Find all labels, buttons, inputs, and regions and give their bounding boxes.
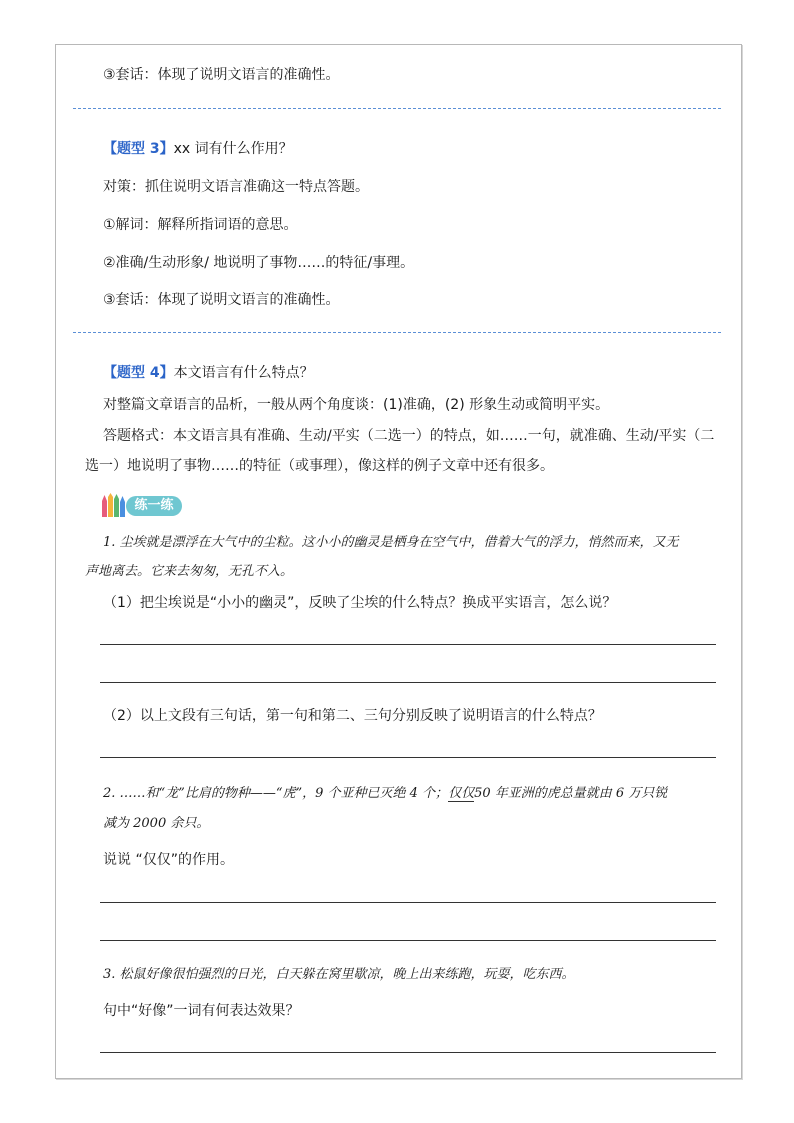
answer-line[interactable] (100, 644, 716, 645)
text-line: 答题格式：本文语言具有准确、生动/平实（二选一）的特点，如……一句，就准确、生动/平实（二 (103, 428, 715, 444)
question-type-tag: 【题型 4】 (103, 365, 174, 381)
question-type-heading (103, 362, 314, 382)
text-line: 对整篇文章语言的品析，一般从两个角度谈：(1)准确，(2) 形象生动或简明平实。 (103, 397, 610, 413)
question-type-title: xx 词有什么作用？ (173, 141, 293, 157)
passage-line: 3. 松鼠好像很怕强烈的日光，白天躲在窝里歇凉，晚上出来练跑，玩耍，吃东西。 (103, 967, 575, 982)
answer-line[interactable] (100, 682, 716, 683)
passage-line: 减为 2000 余只。 (103, 816, 210, 831)
answer-line[interactable] (100, 902, 716, 903)
question-text: 说说 “仅仅”的作用。 (103, 852, 234, 868)
passage-line: 声地离去。它来去匆匆，无孔不入。 (85, 564, 294, 579)
passage-line: 1. 尘埃就是漂浮在大气中的尘粒。这小小的幽灵是栖身在空气中，借着大气的浮力，悄然而来，又无 (103, 535, 679, 550)
answer-line[interactable] (100, 940, 716, 941)
passage-fragment: 2. ……和“龙”比肩的物种——“虎”，9 个亚种已灭绝 4 个； (103, 786, 449, 801)
text-line: 对策：抓住说明文语言准确这一特点答题。 (103, 179, 369, 195)
dashed-separator (73, 332, 721, 333)
question-text: （2）以上文段有三句话，第一句和第二、三句分别反映了说明语言的什么特点？ (103, 708, 602, 724)
question-type-tag: 【题型 3】 (103, 141, 174, 157)
question-type-title: 本文语言有什么特点？ (173, 365, 314, 381)
answer-line[interactable] (100, 757, 716, 758)
dashed-separator (73, 108, 721, 109)
question-type-heading (103, 138, 293, 158)
text-line: ③套话：体现了说明文语言的准确性。 (103, 292, 340, 308)
practice-badge (100, 493, 182, 519)
question-text: 句中“好像”一词有何表达效果？ (103, 1003, 300, 1019)
text-line: 选一）地说明了事物……的特征（或事理），像这样的例子文章中还有很多。 (85, 458, 554, 474)
passage-fragment: 50 年亚洲的虎总量就由 6 万只锐 (474, 786, 668, 801)
underlined-word: 仅仅 (448, 786, 475, 801)
passage-line (103, 782, 667, 801)
question-text: （1）把尘埃说是“小小的幽灵”，反映了尘埃的什么特点？换成平实语言，怎么说？ (103, 595, 617, 611)
text-line: ②准确/生动形象/ 地说明了事物……的特征/事理。 (103, 255, 415, 271)
text-line: ①解词：解释所指词语的意思。 (103, 217, 298, 233)
practice-badge-label: 练一练 (126, 496, 182, 516)
answer-line[interactable] (100, 1052, 716, 1053)
text-line: ③套话：体现了说明文语言的准确性。 (103, 67, 340, 83)
